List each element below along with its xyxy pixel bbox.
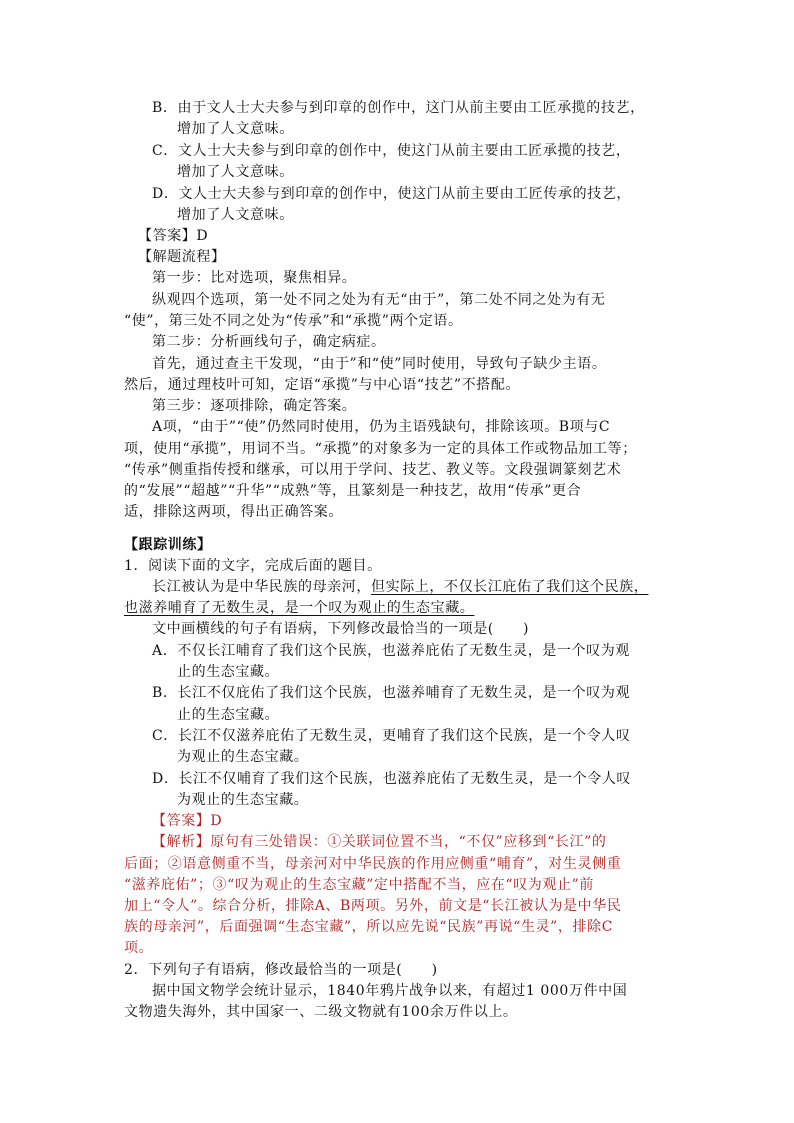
step3-text-2: 项，使用“承揽”，用词不当。“承揽”的对象多为一定的具体工作或物品加工等； xyxy=(124,441,637,457)
step3-text-1: A项，“由于”“使”仍然同时使用，仍为主语残缺句，排除该项。B项与C xyxy=(152,419,611,435)
step2-heading: 第二步：分析画线句子，确定病症。 xyxy=(152,334,386,350)
q1-analysis-line5: 族的母亲河”，后面强调“生态宝藏”，所以应先说“民族”再说“生灵”，排除C xyxy=(124,919,614,935)
q2-passage-line2: 文物遗失海外，其中国家一、二级文物就有100余万件以上。 xyxy=(124,1004,518,1020)
q1-option-b-line1: B．长江不仅庇佑了我们这个民族，也滋养哺育了无数生灵，是一个叹为观 xyxy=(152,685,631,701)
step2-text-1: 首先，通过查主干发现，“由于”和“使”同时使用，导致句子缺少主语。 xyxy=(152,356,607,372)
training-heading: 【跟踪训练】 xyxy=(124,537,212,553)
option-b-line2: 增加了人文意味。 xyxy=(177,121,294,137)
q2-passage-line1: 据中国文物学会统计显示，1840年鸦片战争以来，有超过1 000万件中国 xyxy=(152,983,628,999)
q1-prompt: 1．阅读下面的文字，完成后面的题目。 xyxy=(124,558,382,574)
step1-text-1: 纵观四个选项，第一处不同之处为有无“由于”，第二处不同之处为有无 xyxy=(152,292,606,308)
q1-option-b-line2: 止的生态宝藏。 xyxy=(177,707,280,723)
step1-text-2: “使”，第三处不同之处为“传承”和“承揽”两个定语。 xyxy=(124,313,463,329)
q1-analysis-line2: 后面；②语意侧重不当，母亲河对中华民族的作用应侧重“哺育”，对生灵侧重 xyxy=(124,856,622,872)
process-heading: 【解题流程】 xyxy=(138,249,226,265)
q1-underlined-sentence-part1: 但实际上，不仅长江庇佑了我们这个民族， xyxy=(371,579,649,595)
q1-analysis-line4: 加上“令人”。综合分析，排除A、B两项。另外，前文是“长江被认为是中华民 xyxy=(124,898,622,914)
step3-text-5: 适，排除这两项，得出正确答案。 xyxy=(124,504,343,520)
q1-option-a-line1: A．不仅长江哺育了我们这个民族，也滋养庇佑了无数生灵，是一个叹为观 xyxy=(152,643,630,659)
answer-label: 【答案】D xyxy=(138,228,209,244)
step2-text-2: 然后，通过理枝叶可知，定语“承揽”与中心语“技艺”不搭配。 xyxy=(124,377,521,393)
q1-option-d-line2: 为观止的生态宝藏。 xyxy=(177,792,309,808)
q1-passage-line2 xyxy=(124,599,474,617)
q1-analysis-line6: 项。 xyxy=(124,940,154,956)
q1-option-d-line1: D．长江不仅哺育了我们这个民族，也滋养庇佑了无数生灵，是一个令人叹 xyxy=(152,771,632,787)
step3-text-3: “传承”侧重指传授和继承，可以用于学问、技艺、教义等。文段强调篆刻艺术 xyxy=(124,462,622,478)
q2-prompt: 2．下列句子有语病，修改最恰当的一项是( ) xyxy=(124,962,438,978)
q1-analysis-line1: 【解析】原句有三处错误：①关联词位置不当，“不仅”应移到“长江”的 xyxy=(152,834,607,850)
step1-heading: 第一步：比对选项，聚焦相异。 xyxy=(152,270,357,286)
option-c-line1: C．文人士大夫参与到印章的创作中，使这门从前主要由工匠承揽的技艺， xyxy=(152,143,631,159)
q1-analysis-line3: “滋养庇佑”；③“叹为观止的生态宝藏”定中搭配不当，应在“叹为观止”前 xyxy=(124,877,594,893)
option-d-line2: 增加了人文意味。 xyxy=(177,207,294,223)
q1-passage-line1 xyxy=(152,578,648,596)
q1-passage-lead: 长江被认为是中华民族的母亲河， xyxy=(152,579,371,595)
option-d-line1: D．文人士大夫参与到印章的创作中，使这门从前主要由工匠传承的技艺， xyxy=(152,186,632,202)
option-b-line1: B．由于文人士大夫参与到印章的创作中，这门从前主要由工匠承揽的技艺， xyxy=(152,100,645,116)
q1-option-a-line2: 止的生态宝藏。 xyxy=(177,664,280,680)
q1-option-c-line1: C．长江不仅滋养庇佑了无数生灵，更哺育了我们这个民族，是一个令人叹 xyxy=(152,728,631,744)
step3-heading: 第三步：逐项排除，确定答案。 xyxy=(152,398,357,414)
q1-answer: 【答案】D xyxy=(152,813,223,829)
q1-option-c-line2: 为观止的生态宝藏。 xyxy=(177,749,309,765)
step3-text-4: 的“发展”“超越”“升华”“成熟”等，且篆刻是一种技艺，故用“传承”更合 xyxy=(124,483,582,499)
option-c-line2: 增加了人文意味。 xyxy=(177,164,294,180)
q1-underlined-sentence-part2: 也滋养哺育了无数生灵，是一个叹为观止的生态宝藏。 xyxy=(124,600,475,616)
q1-question: 文中画横线的句子有语病，下列修改最恰当的一项是( ) xyxy=(152,621,530,637)
